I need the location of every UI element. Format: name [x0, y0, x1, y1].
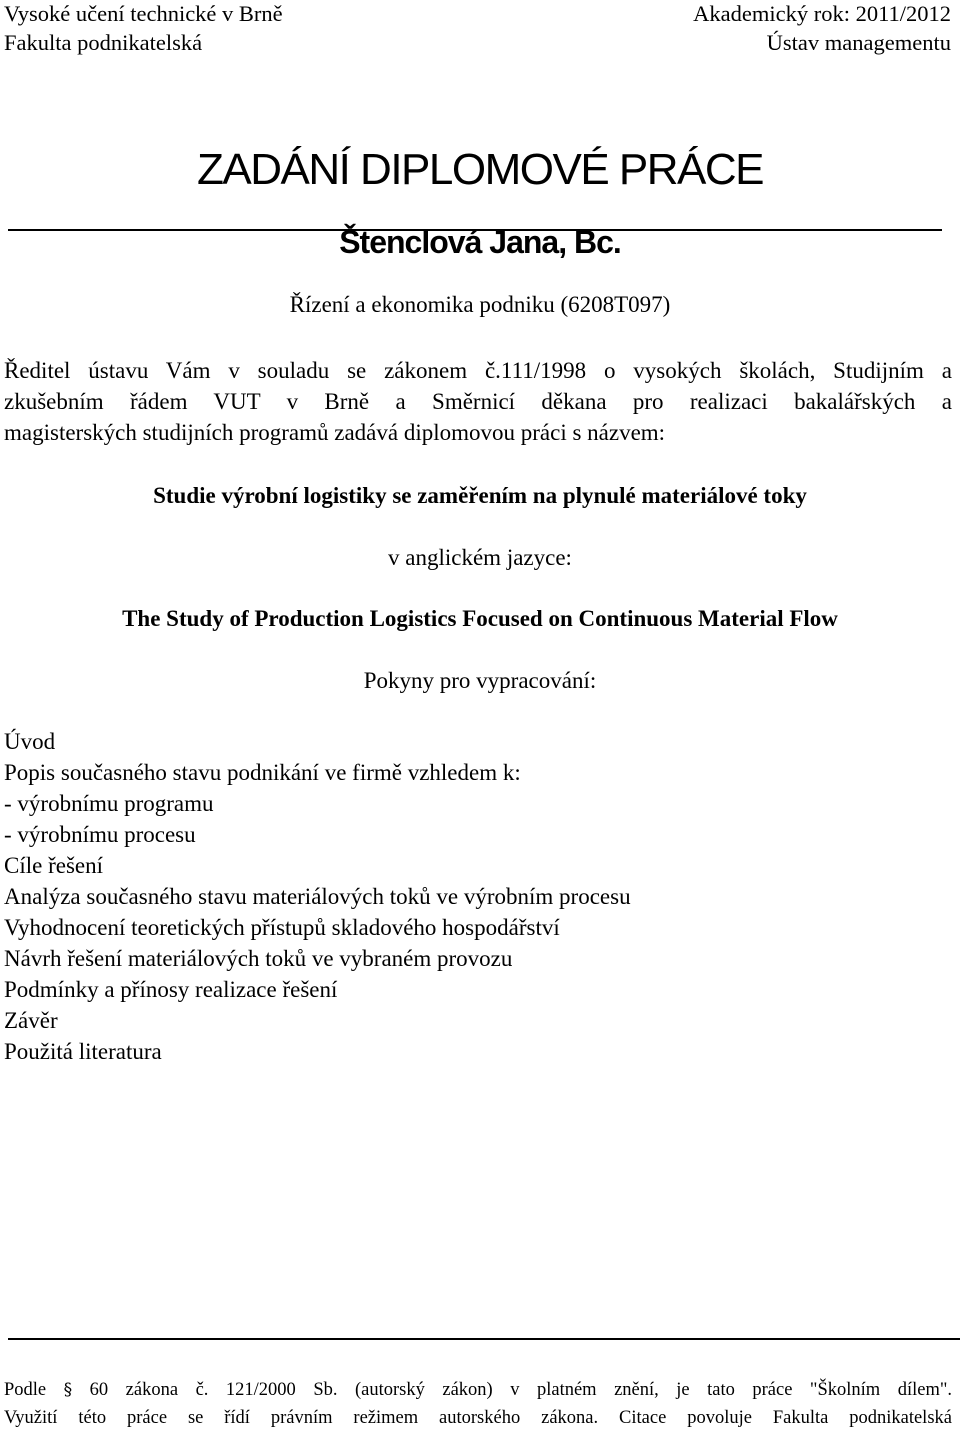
intro-line-1: Ředitel ústavu Vám v souladu se zákonem č.111/1998 o vysokých školách, Studijním a — [4, 358, 952, 383]
footnote-line-1 — [4, 1376, 952, 1404]
instructions-heading: Pokyny pro vypracování: — [363, 668, 597, 693]
outline-item: Použitá literatura — [4, 1039, 162, 1064]
copyright-footnote — [4, 1376, 952, 1432]
intro-line-2: zkušebním řádem VUT v Brně a Směrnicí děkana pro realizaci bakalářských a — [4, 389, 952, 414]
intro-line-3: magisterských studijních programů zadává diplomovou práci s názvem: — [4, 420, 666, 445]
thesis-title-cz: Studie výrobní logistiky se zaměřením na plynulé materiálové toky — [153, 483, 807, 508]
outline-item: Návrh řešení materiálových toků ve vybraném provozu — [4, 946, 513, 971]
footnote-divider — [8, 1338, 960, 1340]
outline-item: Analýza současného stavu materiálových toků ve výrobním procesu — [4, 884, 631, 909]
study-program: Řízení a ekonomika podniku (6208T097) — [289, 292, 671, 317]
outline-item: Závěr — [4, 1008, 58, 1033]
outline-item: Podmínky a přínosy realizace řešení — [4, 977, 338, 1002]
outline-item: Popis současného stavu podnikání ve firmě vzhledem k: — [4, 760, 521, 785]
university-name: Vysoké učení technické v Brně — [4, 1, 283, 26]
outline-item: Úvod — [4, 729, 56, 754]
outline-item: - výrobnímu procesu — [4, 822, 196, 847]
english-language-label: v anglickém jazyce: — [388, 545, 572, 570]
footnote-prefix: Podle — [4, 1380, 47, 1400]
section-mark: § — [63, 1380, 73, 1400]
faculty-name: Fakulta podnikatelská — [4, 30, 203, 55]
academic-year: Akademický rok: 2011/2012 — [693, 1, 951, 26]
thesis-outline — [4, 726, 631, 1067]
institute-name: Ústav managementu — [766, 30, 951, 55]
outline-item: - výrobnímu programu — [4, 791, 214, 816]
thesis-title-en: The Study of Production Logistics Focused on Continuous Material Flow — [122, 606, 838, 631]
outline-item: Cíle řešení — [4, 853, 103, 878]
footnote-line-1-text: 60 zákona č. 121/2000 Sb. (autorský zákon) v platném znění, je tato práce "Školním dílem". — [89, 1380, 953, 1400]
outline-item: Vyhodnocení teoretických přístupů skladového hospodářství — [4, 915, 560, 940]
footnote-line-2: Využití této práce se řídí právním režimem autorského zákona. Citace povoluje Fakulta podnikatelská — [4, 1408, 952, 1428]
intro-paragraph — [4, 355, 952, 448]
student-name: Štenclová Jana, Bc. — [339, 224, 621, 260]
document-title: ZADÁNÍ DIPLOMOVÉ PRÁCE — [196, 145, 763, 194]
